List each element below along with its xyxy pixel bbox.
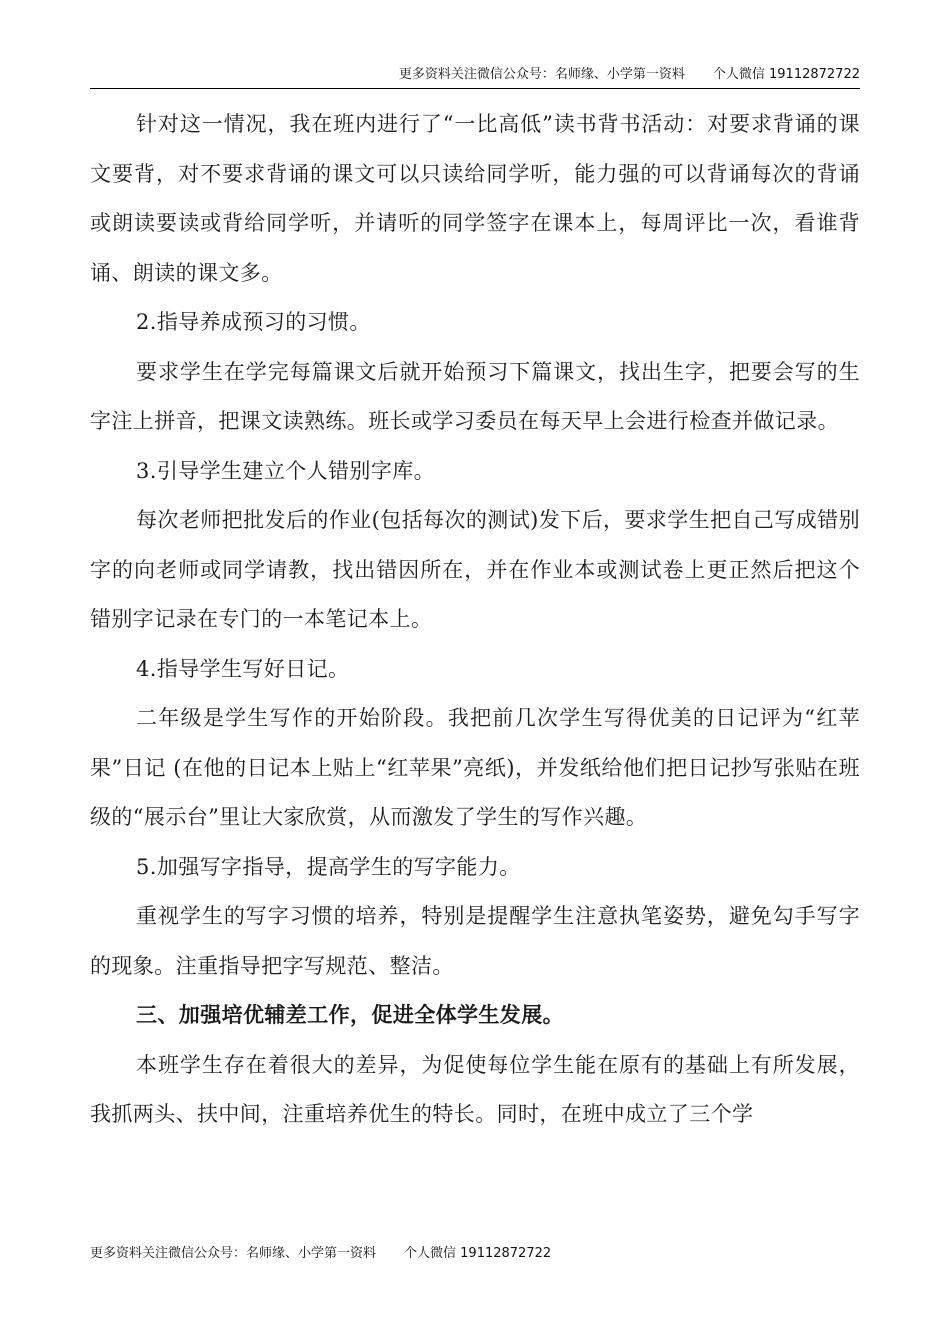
section-heading: 2.指导养成预习的习惯。 bbox=[136, 310, 371, 334]
paragraph: 二年级是学生写作的开始阶段。我把前几次学生写得优美的日记评为“红苹果”日记 (在他的日记本上贴上“红苹果”亮纸)，并发纸给他们把日记抄写张贴在班级的“展示台”里让大家欣赏，从而激发了学生的写作兴趣。 bbox=[90, 706, 860, 829]
footer-left-text: 更多资料关注微信公众号：名师缘、小学第一资料 bbox=[90, 1246, 377, 1261]
page-footer bbox=[90, 1245, 551, 1263]
main-heading: 三、加强培优辅差工作，促进全体学生发展。 bbox=[136, 1003, 564, 1027]
paragraph: 要求学生在学完每篇课文后就开始预习下篇课文，找出生字，把要会写的生字注上拼音，把课文读熟练。班长或学习委员在每天早上会进行检查并做记录。 bbox=[90, 359, 860, 433]
paragraph: 本班学生存在着很大的差异，为促使每位学生能在原有的基础上有所发展，我抓两头、扶中间，注重培养优生的特长。同时，在班中成立了三个学 bbox=[90, 1052, 860, 1126]
footer-right-text: 个人微信 19112872722 bbox=[404, 1246, 552, 1261]
section-heading: 5.加强写字指导，提高学生的写字能力。 bbox=[136, 854, 521, 879]
document-body bbox=[90, 100, 860, 1140]
page-header bbox=[90, 66, 860, 89]
paragraph: 重视学生的写字习惯的培养，特别是提醒学生注意执笔姿势，避免勾手写字的现象。注重指导把字写规范、整洁。 bbox=[90, 904, 860, 978]
paragraph: 针对这一情况，我在班内进行了“一比高低”读书背书活动：对要求背诵的课文要背，对不要求背诵的课文可以只读给同学听，能力强的可以背诵每次的背诵或朗读要读或背给同学听，并请听的同学签字在课本上，每周评比一次，看谁背诵、朗读的课文多。 bbox=[90, 112, 860, 285]
header-left-text: 更多资料关注微信公众号：名师缘、小学第一资料 bbox=[398, 67, 685, 82]
paragraph: 每次老师把批发后的作业(包括每次的测试)发下后，要求学生把自己写成错别字的向老师或同学请教，找出错因所在，并在作业本或测试卷上更正然后把这个错别字记录在专门的一本笔记本上。 bbox=[90, 508, 860, 631]
section-heading: 3.引导学生建立个人错别字库。 bbox=[136, 458, 436, 483]
header-right-text: 个人微信 19112872722 bbox=[712, 67, 860, 82]
section-heading: 4.指导学生写好日记。 bbox=[136, 656, 350, 681]
